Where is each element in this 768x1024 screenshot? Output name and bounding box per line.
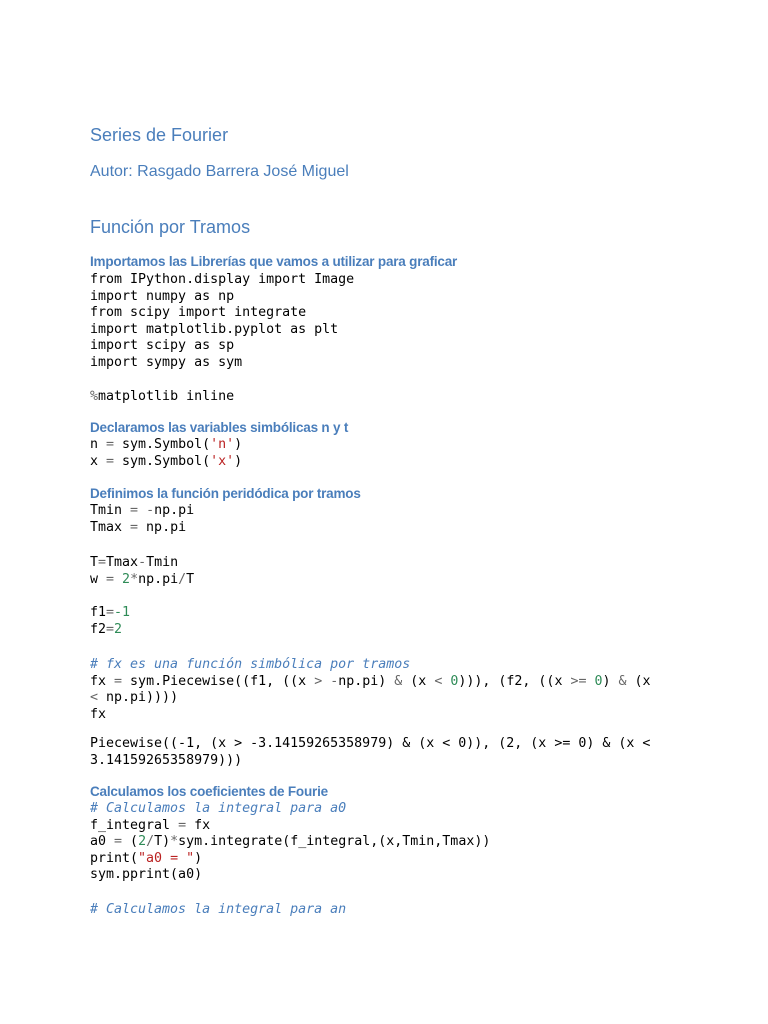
document-title: Series de Fourier [90,125,229,145]
a0-code-block: # Calculamos la integral para a0 f_integral = fx a0 = (2/T)*sym.integrate(f_integral,(x,Tmin,Tmax)) print("a0 = ") sym.pprint(a0) [90,801,491,883]
piecewise-code-block: # fx es una función simbólica por tramos fx = sym.Piecewise((f1, ((x > -np.pi) & (x < 0))), (f2, ((x >= 0) & (x < np.pi)))) fx [90,657,651,722]
coefficients-heading: Calculamos los coeficientes de Fourie [90,784,328,799]
code-line: import matplotlib.pyplot as plt [90,321,339,337]
code-comment: # fx es una función simbólica por tramos [90,657,411,672]
imports-code-block [90,272,354,372]
code-line: import scipy as sp [90,338,235,354]
code-line: import sympy as sym [90,354,243,370]
code-line: from scipy import integrate [90,305,307,321]
period-code-block: Tmin = -np.pi Tmax = np.pi [90,503,195,535]
code-comment: # Calculamos la integral para a0 [90,801,347,816]
frequency-code-block: T=Tmax-Tmin w = 2*np.pi/T [90,555,195,587]
author-heading: Autor: Rasgado Barrera José Miguel [90,163,349,180]
piecewise-output: Piecewise((-1, (x > -3.14159265358979) & (x < 0)), (2, (x >= 0) & (x < 3.14159265358979))) [90,736,651,768]
symbols-code-block: n = sym.Symbol('n') x = sym.Symbol('x') [90,437,243,469]
piecewise-heading: Definimos la función peridódica por tramos [90,486,361,501]
matplotlib-magic-line: %matplotlib inline [90,389,235,404]
code-line: import numpy as np [90,288,235,304]
code-line: from IPython.display import Image [90,272,355,287]
section-heading: Función por Tramos [90,217,251,237]
code-comment: # Calculamos la integral para an [90,902,347,917]
symbols-heading: Declaramos las variables simbólicas n y t [90,420,349,435]
values-code-block: f1=-1 f2=2 [90,605,131,637]
imports-heading: Importamos las Librerías que vamos a utilizar para graficar [90,254,458,269]
an-code-block [90,902,346,919]
